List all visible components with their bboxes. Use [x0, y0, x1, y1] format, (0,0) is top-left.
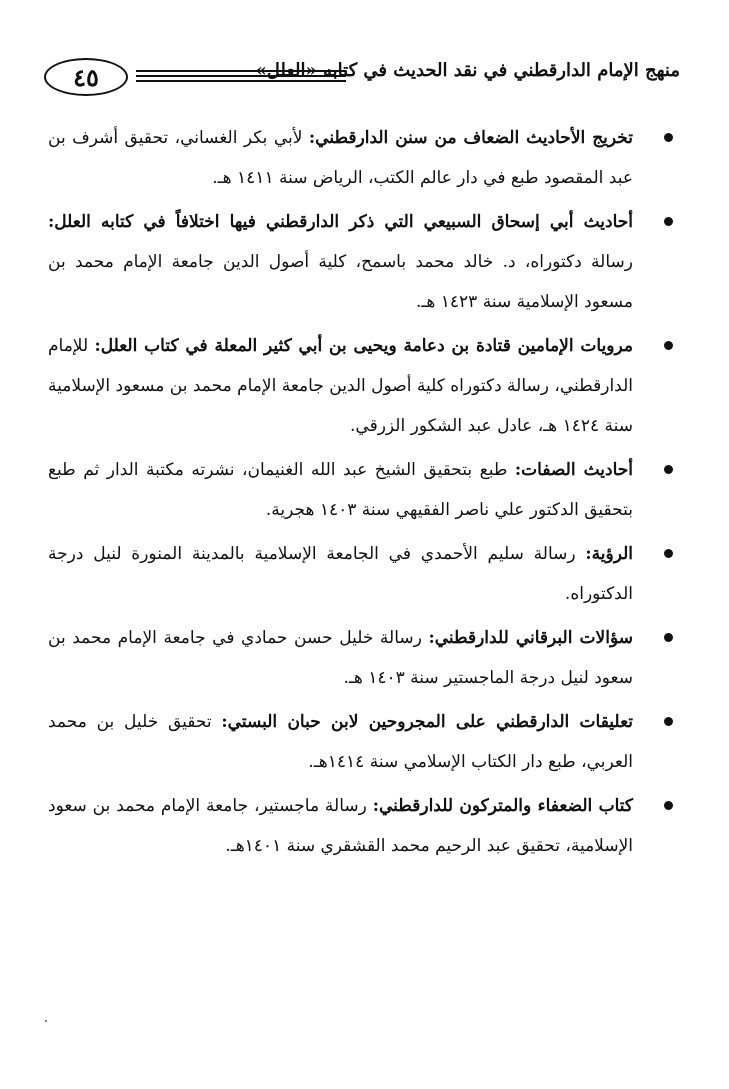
list-item — [48, 702, 673, 782]
entry-title: أحاديث الصفات: — [514, 460, 633, 480]
entry-text: رسالة خليل حسن حمادي في جامعة الإمام محمد بن سعود لنيل درجة الماجستير سنة ١٤٠٣ هـ. — [48, 628, 633, 688]
list-item — [48, 118, 673, 198]
list-item — [48, 450, 673, 530]
entry-title: تخريج الأحاديث الضعاف من سنن الدارقطني: — [308, 128, 633, 148]
entry-text: للإمام الدارقطني، رسالة دكتوراه كلية أصول الدين جامعة الإمام محمد بن مسعود الإسلامية سنة ١٤٢٤ هـ، عادل عبد الشكور الزرقي. — [48, 336, 633, 436]
entry-title: تعليقات الدارقطني على المجروحين لابن حبان البستي: — [221, 712, 633, 732]
list-item — [48, 202, 673, 322]
bibliography-list — [48, 118, 673, 870]
entry-title: أحاديث أبي إسحاق السبيعي التي ذكر الدارقطني فيها اختلافاً في كتابه العلل: — [48, 212, 633, 232]
bullet-icon — [664, 465, 673, 474]
entry-text: طبع بتحقيق الشيخ عبد الله الغنيمان، نشرته مكتبة الدار ثم طبع بتحقيق الدكتور علي ناصر الفقيهي سنة ١٤٠٣ هجرية. — [48, 460, 633, 520]
entry-title: سؤالات البرقاني للدارقطني: — [428, 628, 634, 648]
list-item — [48, 786, 673, 866]
entry-text: رسالة سليم الأحمدي في الجامعة الإسلامية بالمدينة المنورة لنيل درجة الدكتوراه. — [48, 544, 633, 604]
bullet-icon — [664, 549, 673, 558]
entry-title: الرؤية: — [585, 544, 633, 564]
page-number: ٤٥ — [73, 62, 99, 92]
entry-title: كتاب الضعفاء والمتركون للدارقطني: — [372, 796, 634, 816]
bullet-icon — [664, 633, 673, 642]
scan-speck — [45, 1020, 47, 1022]
bullet-icon — [664, 341, 673, 350]
entry-text: رسالة ماجستير، جامعة الإمام محمد بن سعود الإسلامية، تحقيق عبد الرحيم محمد القشقري سنة ١٤٠١هـ. — [48, 796, 633, 856]
bullet-icon — [664, 717, 673, 726]
running-title: منهج الإمام الدارقطني في نقد الحديث في كتابه «العلل» — [255, 60, 680, 81]
page-number-oval — [44, 58, 128, 96]
entry-text: تحقيق خليل بن محمد العربي، طبع دار الكتاب الإسلامي سنة ١٤١٤هـ. — [48, 712, 633, 772]
bullet-icon — [664, 133, 673, 142]
entry-title: مرويات الإمامين قتادة بن دعامة ويحيى بن أبي كثير المعلة في كتاب العلل: — [94, 336, 633, 356]
list-item — [48, 618, 673, 698]
bullet-icon — [664, 801, 673, 810]
page-header — [44, 54, 680, 102]
bullet-icon — [664, 217, 673, 226]
entry-text: رسالة دكتوراه، د. خالد محمد باسمح، كلية أصول الدين جامعة الإمام محمد بن مسعود الإسلامية سنة ١٤٢٣ هـ. — [48, 252, 633, 312]
list-item — [48, 534, 673, 614]
entry-text: لأبي بكر الغساني، تحقيق أشرف بن عبد المقصود طبع في دار عالم الكتب، الرياض سنة ١٤١١ هـ. — [48, 128, 633, 188]
list-item — [48, 326, 673, 446]
